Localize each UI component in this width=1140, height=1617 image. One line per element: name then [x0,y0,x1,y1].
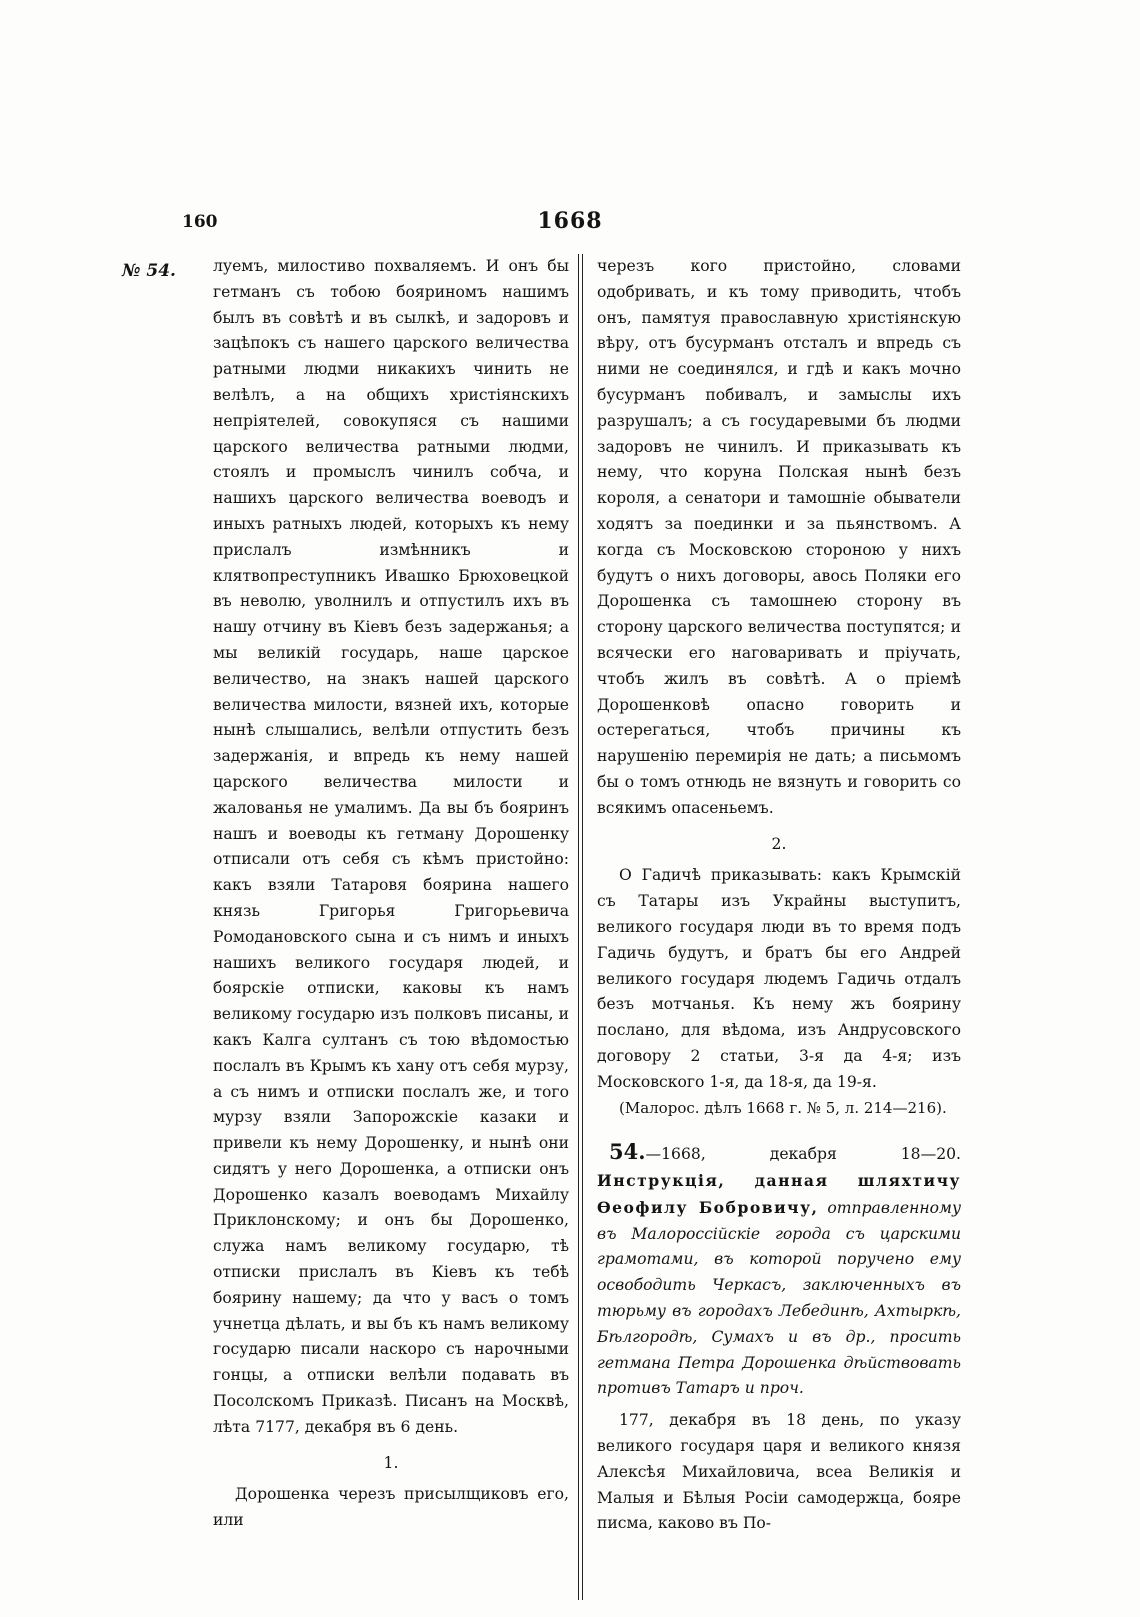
page-number: 160 [182,212,218,232]
archive-source-note: (Малорос. дѣлъ 1668 г. № 5, л. 214—216). [619,1098,947,1117]
section-number-1: 1. [383,1453,399,1472]
letter-text: луемъ, милостиво похваляемъ. И онъ бы гетманъ съ тобою бояриномъ нашимъ былъ въ совѣтѣ и въ сылкѣ, и задоровъ и зацѣпокъ съ нашего царского величества ратными людми никакихъ чинить не велѣлъ, а на общихъ христіянскихъ непріятелей, совокупяся съ нашими царского величества ратными людми, стоялъ и промыслъ чинилъ собча, и нашихъ царского величества воеводъ и иныхъ ратныхъ людей, которыхъ къ нему прислалъ измѣнникъ и клятвопреступникъ Ивашко Брюховецкой въ неволю, уволнилъ и отпустилъ ихъ въ нашу отчину въ Кіевъ безъ задержанья; а мы великій государь, наше царское величество, на знакъ нашей царского величества милости, вязней ихъ, которые нынѣ слышались, велѣли отпустить безъ задержанія, и впредь къ нему нашей царского величества милости и жалованья не умалимъ. Да вы бъ бояринъ нашъ и воеводы къ гетману Дорошенку отписали отъ себя съ кѣмъ пристойно: какъ взяли Татаровя боярина нашего князь Григорья Григорьевича Ромодановского сына и съ нимъ и иныхъ нашихъ великого государя людей, и боярскіе отписки, каковы къ намъ великому государю изъ полковъ писаны, и какъ Калга султанъ съ тою вѣдомостью послалъ въ Крымъ къ хану отъ себя мурзу, а съ нимъ и отписки послалъ же, и того мурзу взяли Запорожскіе казаки и привели къ нему Дорошенку, и нынѣ они сидятъ у него Дорошенка, а отписки онъ Дорошенко казалъ воеводамъ Михайлу Приклонскому; и онъ бы Дорошенко, служа намъ великому государю, тѣ отписки прислалъ въ Кіевъ къ тебѣ боярину нашему; да что у васъ о томъ учнетца дѣлать, и вы бъ къ намъ великому государю писали наскоро съ нарочными гонцы, а отписки велѣли подавать въ Посолскомъ Приказѣ. Писанъ на Москвѣ, лѣта 7177, декабря въ 6 день. [213,257,569,1436]
entry-date: —1668, декабря 18—20. [645,1145,961,1164]
section-2-text: О Гадичѣ приказывать: какъ Крымскій съ Татары изъ Украйны выступитъ, великого государя люди въ то время подъ Гадичь будутъ, и братъ бы его Андрей великого государя людемъ Гадичь отдалъ безъ мотчанья. Къ нему жъ боярину послано, для вѣдома, изъ Андрусовского договору 2 статьи, 3-я да 4-я; изъ Московского 1-я, да 18-я, да 19-я. [597,866,961,1091]
entry-body: 177, декабря въ 18 день, по указу великого государя царя и великого князя Алексѣя Михайловича, всеа Великія и Малыя и Бѣлыя Росіи самодержца, бояре писма, каково въ По- [597,1411,961,1533]
section-1-continuation: черезъ кого пристойно, словами одобривать, и къ тому приводить, чтобъ онъ, памятуя православную христіянскую вѣру, отъ бусурманъ отсталъ и впредь съ ними не соединялся, и гдѣ и какъ мочно бусурманъ побивалъ, и замыслы ихъ разрушалъ; а съ государевыми бъ людми задоровъ не чинилъ. И приказывать къ нему, что коруна Полская нынѣ безъ короля, а сенатори и тамошніе обыватели ходятъ за поединки и за пьянствомъ. А когда съ Московскою стороною у нихъ будутъ о нихъ договоры, авось Поляки его Дорошенка съ тамошнею сторону въ сторону царского величества поступятся; и всячески его наговаривать и пріучать, чтобъ жилъ въ совѣтѣ. А о пріемѣ Дорошенковѣ опасно говорить и остерегаться, чтобъ причины къ нарушенію перемирія не дать; а письмомъ бы о томъ отнюдь не вязнуть и говорить со всякимъ опасеньемъ. [597,257,961,817]
entry-title: Инструкція, данная шляхтичу Ѳеофилу Бобровичу, [597,1171,961,1217]
section-number-2: 2. [771,834,787,853]
right-column [597,254,961,1537]
entry-summary: отправленному въ Малороссійскіе города съ царскими грамотами, въ которой поручено ему освободить Черкасъ, заключенныхъ въ тюрьму въ городахъ Лебединѣ, Ахтыркѣ, Бѣлгородѣ, Сумахъ и въ др., просить гетмана Петра Дорошенка дѣйствовать противъ Татаръ и проч. [597,1198,961,1398]
document-number-marker: № 54. [122,261,176,281]
page-year-header: 1668 [537,208,603,234]
section-1-start: Дорошенка черезъ присылщиковъ его, или [213,1485,569,1530]
left-column [213,254,569,1534]
entry-heading [597,1139,961,1402]
column-divider [578,254,583,1600]
entry-number: 54. [609,1139,646,1165]
